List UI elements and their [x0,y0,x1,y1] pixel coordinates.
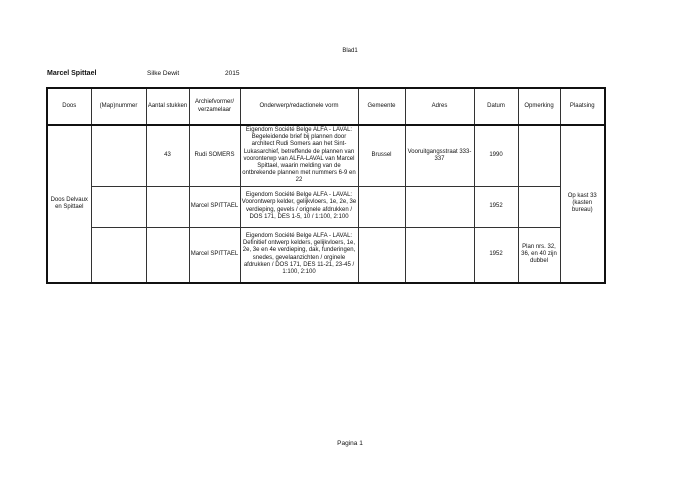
column-header-aantal: Aantal stukken [146,88,189,125]
onderwerp-cell: Eigendom Société Belge ALFA - LAVAL: Voorontwerp kelder, gelijkvloers, 1e, 2e, 3e verdieping, gevels / orignele afdrukken / DOS 171, DES 1-5, 10 / 1:100, 2:100 [240,186,358,227]
aantal-cell [146,227,189,283]
column-header-opmerking: Opmerking [518,88,560,125]
table-row [47,125,605,186]
column-header-doos: Doos [47,88,91,125]
doos-cell: Doos Delvaux en Spittael [47,125,91,283]
adres-cell [405,227,474,283]
column-header-mapnummer: (Map)nummer [91,88,146,125]
column-header-datum: Datum [474,88,518,125]
plaatsing-cell: Op kast 33 (kasten bureau) [560,125,605,283]
opmerking-cell [518,186,560,227]
gemeente-cell: Brussel [358,125,405,186]
datum-cell: 1952 [474,186,518,227]
table-row [47,227,605,283]
datum-cell: 1990 [474,125,518,186]
datum-cell: 1952 [474,227,518,283]
opmerking-cell: Plan nrs. 32, 36, en 40 zijn dubbel [518,227,560,283]
table-row [47,186,605,227]
mapnummer-cell [91,227,146,283]
column-header-plaatsing: Plaatsing [560,88,605,125]
column-header-adres: Adres [405,88,474,125]
archiefvormer-cell: Marcel SPITTAEL [189,186,240,227]
aantal-cell: 43 [146,125,189,186]
table-header-row [47,88,605,125]
adres-cell: Vooruitgangsstraat 333-337 [405,125,474,186]
archiefvormer-cell: Marcel SPITTAEL [189,227,240,283]
year: 2015 [225,70,240,77]
mapnummer-cell [91,186,146,227]
adres-cell [405,186,474,227]
author-name: Silke Dewit [147,70,180,77]
mapnummer-cell [91,125,146,186]
gemeente-cell [358,227,405,283]
opmerking-cell [518,125,560,186]
page-footer: Pagina 1 [337,440,363,447]
onderwerp-cell: Eigendom Société Belge ALFA - LAVAL: Definitief ontwerp kelders, gelijkvloers, 1e, 2e, 3e en 4e verdieping, dak, funderingen, snedes, gevelaanzichten / orginele afdrukken / DOS 171, DES 11-21, 23-45 / 1:100, 2:100 [240,227,358,283]
gemeente-cell [358,186,405,227]
column-header-onderwerp: Onderwerp/redactionele vorm [240,88,358,125]
column-header-archiefvormer: Archiefvormer/ verzamelaar [189,88,240,125]
collection-name: Marcel Spittael [47,70,97,77]
aantal-cell [146,186,189,227]
onderwerp-cell: Eigendom Société Belge ALFA - LAVAL: Begeleidende brief bij plannen door architect Rudi Somers aan het Sint-Lukasarchief, betreffende de plannen van vooronterwp van ALFA-LAVAL van Marcel Spittael, waarin melding van de ontbrekende plannen met nummers 6-9 en 22 [240,125,358,186]
inventory-table [46,87,606,284]
column-header-gemeente: Gemeente [358,88,405,125]
sheet-title: Blad1 [342,48,358,54]
archiefvormer-cell: Rudi SOMERS [189,125,240,186]
